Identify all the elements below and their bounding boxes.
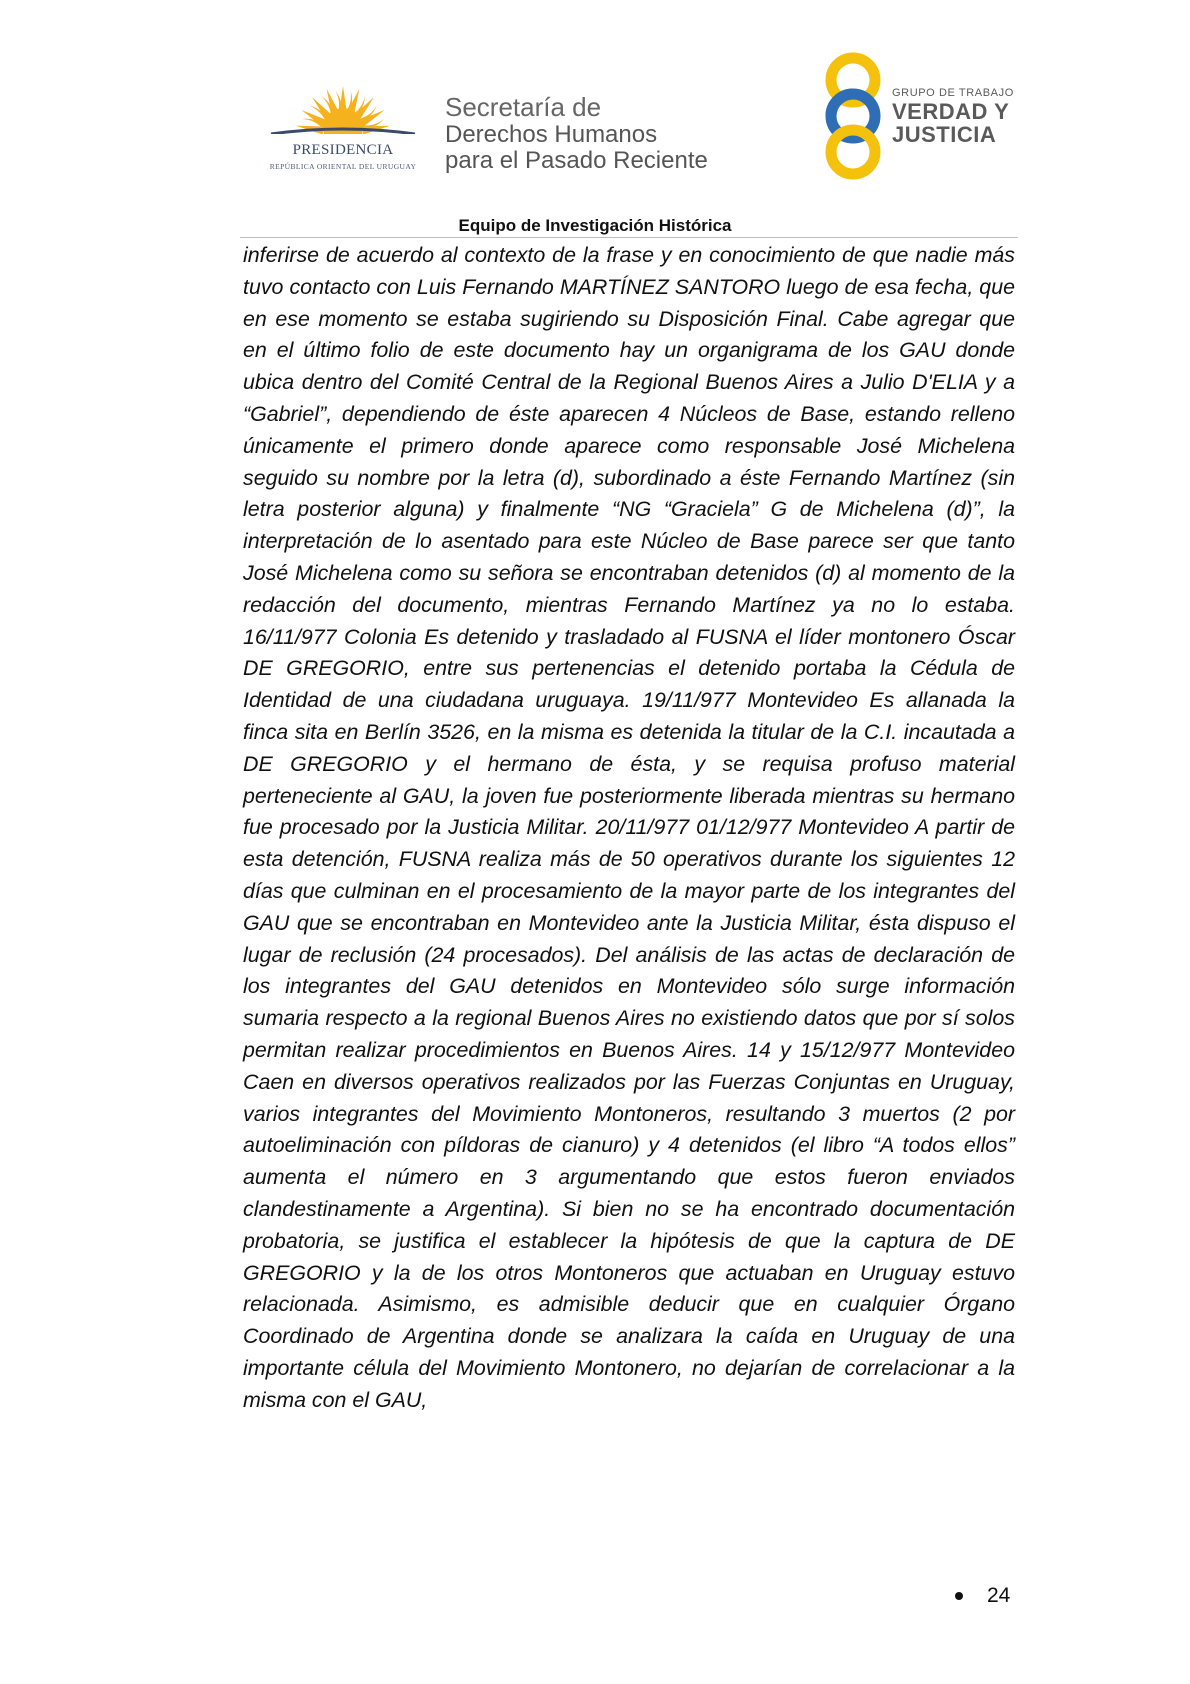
header-divider bbox=[240, 237, 1018, 238]
secretaria-line-3: para el Pasado Reciente bbox=[445, 147, 708, 174]
gtvj-rings-logo bbox=[812, 52, 894, 180]
body-paragraph: inferirse de acuerdo al contexto de la frase y en conocimiento de que nadie más tuvo contacto con Luis Fernando MARTÍNEZ SANTORO luego de esa fecha, que en ese momento se estaba sugiriendo su Disposición Final. Cabe agregar que en el último folio de este documento hay un organigrama de los GAU donde ubica dentro del Comité Central de la Regional Buenos Aires a Julio D'ELIA y a “Gabriel”, dependiendo de éste aparecen 4 Núcleos de Base, estando relleno únicamente el primero donde aparece como responsable José Michelena seguido su nombre por la letra (d), subordinado a éste Fernando Martínez (sin letra posterior alguna) y finalmente “NG “Graciela” G de Michelena (d)”, la interpretación de lo asentado para este Núcleo de Base parece ser que tanto José Michelena como su señora se encontraban detenidos (d) al momento de la redacción del documento, mientras Fernando Martínez ya no lo estaba. 16/11/977 Colonia Es detenido y trasladado al FUSNA el líder montonero Óscar DE GREGORIO, entre sus pertenencias el detenido portaba la Cédula de Identidad de una ciudadana uruguaya. 19/11/977 Montevideo Es allanada la finca sita en Berlín 3526, en la misma es detenida la titular de la C.I. incautada a DE GREGORIO y el hermano de ésta, y se requisa profuso material perteneciente al GAU, la joven fue posteriormente liberada mientras su hermano fue procesado por la Justicia Militar. 20/11/977 01/12/977 Montevideo A partir de esta detención, FUSNA realiza más de 50 operativos durante los siguientes 12 días que culminan en el procesamiento de la mayor parte de los integrantes del GAU que se encontraban en Montevideo ante la Justicia Militar, ésta dispuso el lugar de reclusión (24 procesados). Del análisis de las actas de declaración de los integrantes del GAU detenidos en Montevideo sólo surge información sumaria respecto a la regional Buenos Aires no existiendo datos que por sí solos permitan realizar procedimientos en Buenos Aires. 14 y 15/12/977 Montevideo Caen en diversos operativos realizados por las Fuerzas Conjuntas en Uruguay, varios integrantes del Movimiento Montoneros, resultando 3 muertos (2 por autoeliminación con píldoras de cianuro) y 4 detenidos (el libro “A todos ellos” aumenta el número en 3 argumentando que estos fueron enviados clandestinamente a Argentina). Si bien no se ha encontrado documentación probatoria, se justifica el establecer la hipótesis de que la captura de DE GREGORIO y la de los otros Montoneros que actuaban en Uruguay estuvo relacionada. Asimismo, es admisible deducir que en cualquier Órgano Coordinado de Argentina donde se analizara la caída en Uruguay de una importante célula del Movimiento Montonero, no dejarían de correlacionar a la misma con el GAU, bbox=[243, 243, 1015, 1412]
gtvj-title bbox=[892, 86, 1014, 146]
page-number: 24 bbox=[987, 1584, 1011, 1607]
secretaria-line-1: Secretaría de bbox=[445, 92, 602, 122]
page-header bbox=[0, 0, 1190, 245]
presidencia-subtitle: REPÚBLICA ORIENTAL DEL URUGUAY bbox=[269, 162, 417, 171]
gtvj-line-2: VERDAD Y bbox=[892, 99, 1010, 124]
page-footer bbox=[955, 1584, 1010, 1608]
gtvj-line-3: JUSTICIA bbox=[892, 122, 997, 147]
bullet-icon bbox=[955, 1592, 963, 1600]
secretaria-line-2: Derechos Humanos bbox=[445, 121, 658, 148]
presidencia-name: PRESIDENCIA bbox=[292, 142, 394, 158]
gtvj-line-1: GRUPO DE TRABAJO bbox=[892, 87, 1014, 99]
secretaria-title bbox=[445, 92, 708, 174]
team-title: Equipo de Investigación Histórica bbox=[458, 216, 732, 235]
